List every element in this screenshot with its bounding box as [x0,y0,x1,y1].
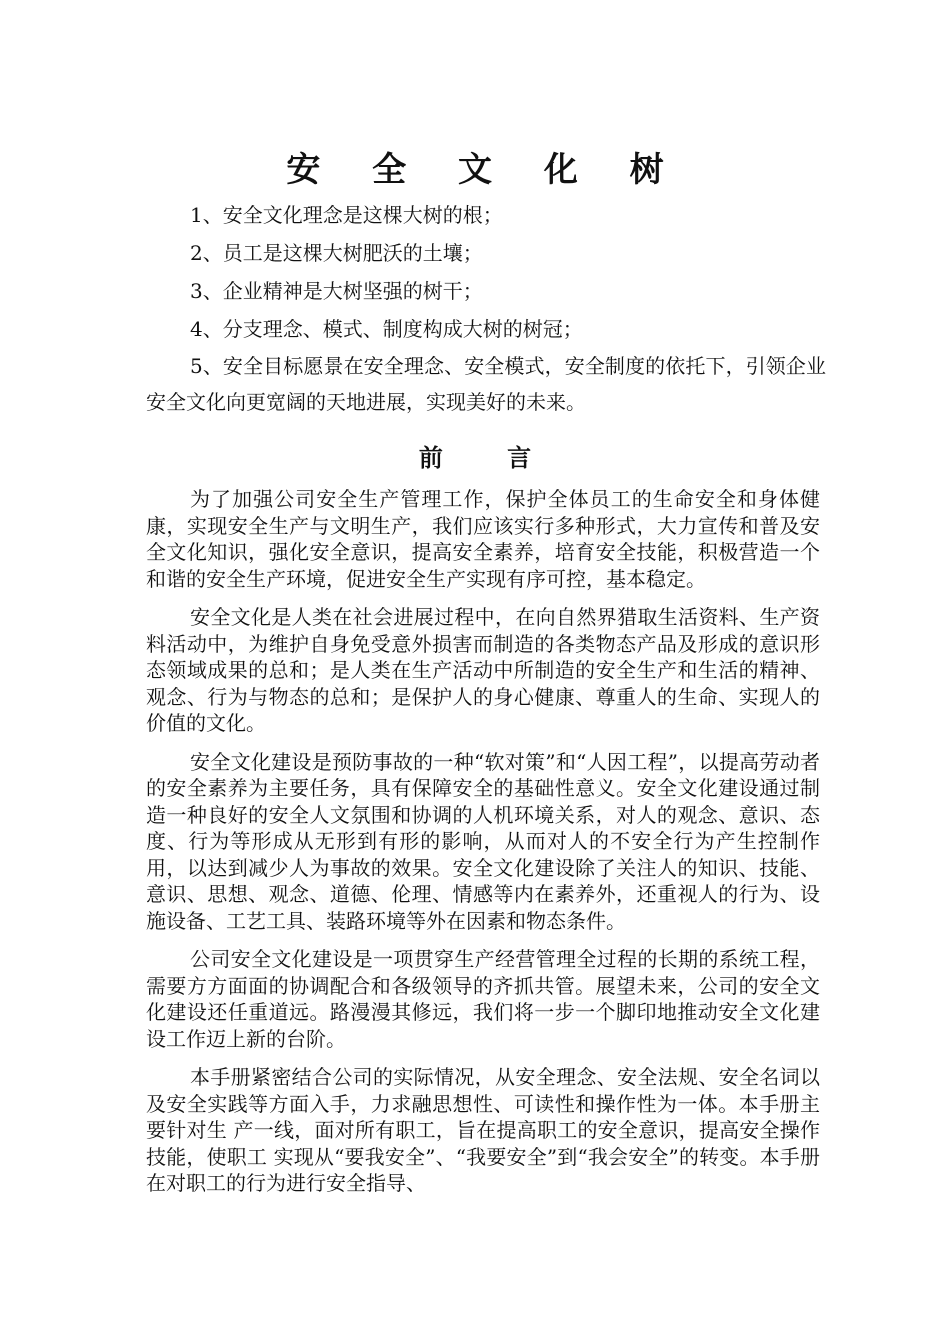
preface-body [146,486,820,1209]
paragraph: 安全文化建设是预防事故的一种“软对策”和“人因工程”，以提高劳动者的安全素养为主要任务，具有保障安全的基础性意义。安全文化建设通过制造一种良好的安全人文氛围和协调的人机环境关系，对人的观念、意识、态度、行为等形成从无形到有形的影响，从而对人的不安全行为产生控制作用，以达到减少人为事故的效果。安全文化建设除了关注人的知识、技能、意识、思想、观念、道德、伦理、情感等内在素养外，还重视人的行为、设施设备、工艺工具、装路环境等外在因素和物态条件。 [146,749,820,933]
section-heading-preface: 前 言 [418,443,560,472]
list-item: 2、员工是这棵大树肥沃的土壤； [190,241,483,265]
list-item: 5、安全目标愿景在安全理念、安全模式，安全制度的依托下，引领企业安全文化向更宽阔的天地进展，实现美好的未来。 [146,354,826,414]
list-item: 3、企业精神是大树坚强的树干； [190,279,483,303]
tree-metaphor-list [146,196,826,420]
list-item: 1、安全文化理念是这棵大树的根； [190,203,503,227]
list-item: 4、分支理念、模式、制度构成大树的树冠； [190,317,583,341]
paragraph: 安全文化是人类在社会进展过程中，在向自然界猎取生活资料、生产资料活动中，为维护自身免受意外损害而制造的各类物态产品及形成的意识形态领域成果的总和；是人类在生产活动中所制造的安全生产和生活的精神、观念、行为与物态的总和；是保护人的身心健康、尊重人的生命、实现人的价值的文化。 [146,605,820,735]
paragraph: 为了加强公司安全生产管理工作，保护全体员工的生命安全和身体健康，实现安全生产与文明生产，我们应该实行多种形式，大力宣传和普及安全文化知识，强化安全意识，提高安全素养，培育安全技能，积极营造一个和谐的安全生产环境，促进安全生产实现有序可控，基本稳定。 [146,487,820,591]
paragraph: 公司安全文化建设是一项贯穿生产经营管理全过程的长期的系统工程，需要方方面面的协调配合和各级领导的齐抓共管。展望未来，公司的安全文化建设还任重道远。路漫漫其修远，我们将一步一个脚印地推动安全文化建设工作迈上新的台阶。 [146,947,820,1051]
paragraph: 本手册紧密结合公司的实际情况，从安全理念、安全法规、安全名词以及安全实践等方面入手，力求融思想性、可读性和操作性为一体。本手册主要针对生 产一线，面对所有职工，旨在提高职工的安全意识，提高安全操作技能，使职工 实现从“要我安全”、“我要安全”到“我会安全”的转变。本手册在对职工的行为进行安全指导、 [146,1065,820,1195]
document-title: 安 全 文 化 树 [286,150,684,190]
